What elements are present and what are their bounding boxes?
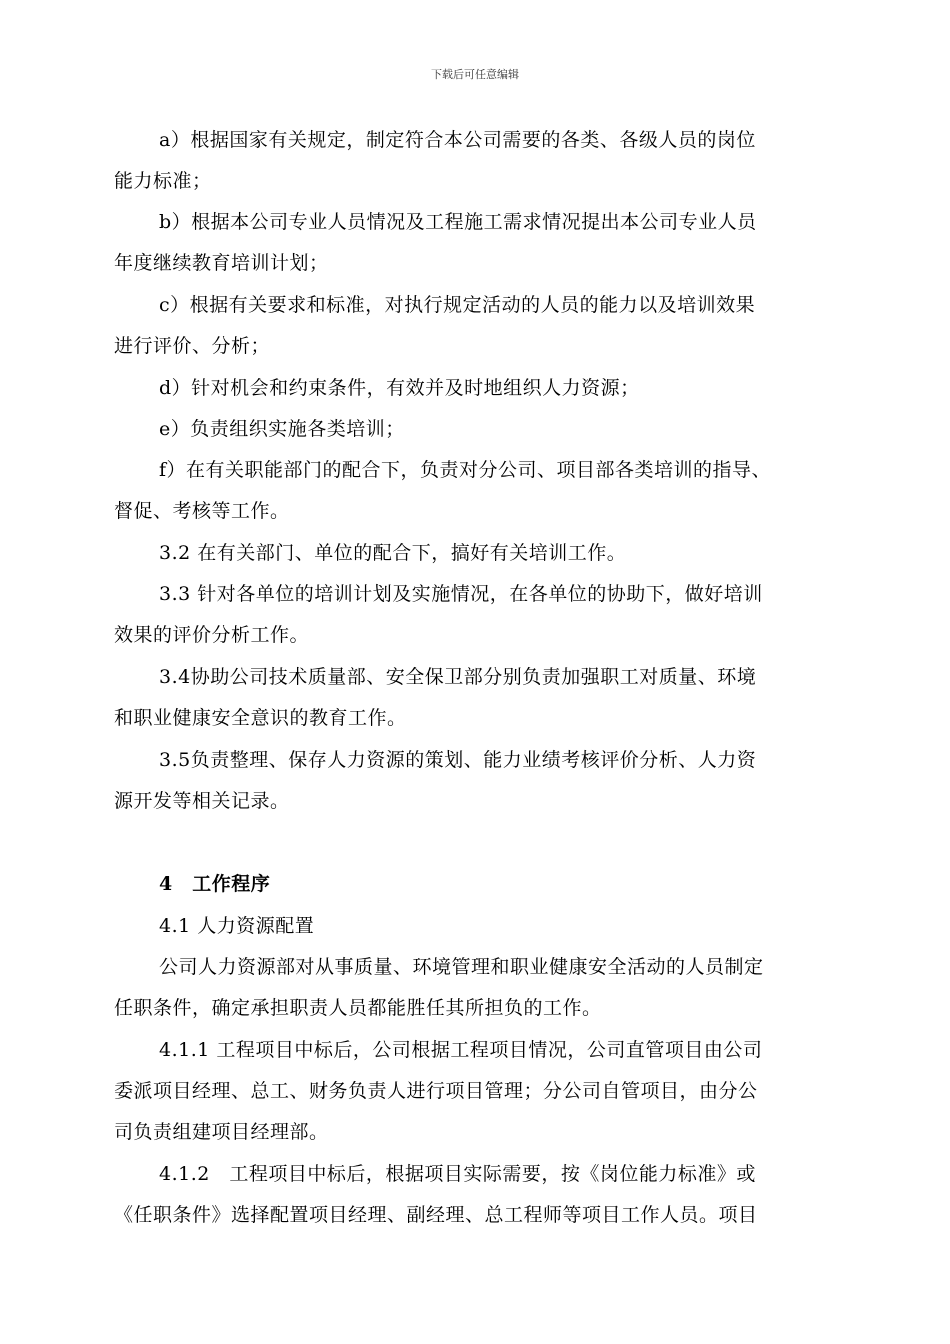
paragraph-line: b）根据本公司专业人员情况及工程施工需求情况提出本公司专业人员 — [159, 211, 757, 233]
paragraph-line: d）针对机会和约束条件，有效并及时地组织人力资源； — [159, 377, 640, 399]
paragraph-line: 进行评价、分析； — [114, 335, 271, 357]
paragraph-line: 《任职条件》选择配置项目经理、副经理、总工程师等项目工作人员。项目 — [114, 1204, 758, 1226]
paragraph-line: 3.5负责整理、保存人力资源的策划、能力业绩考核评价分析、人力资 — [159, 749, 757, 771]
paragraph-line: 督促、考核等工作。 — [114, 500, 290, 522]
paragraph-line: 3.2 在有关部门、单位的配合下，搞好有关培训工作。 — [159, 542, 627, 564]
paragraph-line: e）负责组织实施各类培训； — [159, 418, 405, 440]
subsection-heading: 4.1 人力资源配置 — [159, 915, 315, 937]
paragraph-line: 司负责组建项目经理部。 — [114, 1121, 329, 1143]
paragraph-line: 和职业健康安全意识的教育工作。 — [114, 707, 407, 729]
paragraph-line: 年度继续教育培训计划； — [114, 252, 329, 274]
paragraph-line: 委派项目经理、总工、财务负责人进行项目管理；分公司自管项目，由分公 — [114, 1080, 758, 1102]
paragraph-line: 3.3 针对各单位的培训计划及实施情况，在各单位的协助下，做好培训 — [159, 583, 763, 605]
paragraph-line: 4.1.1 工程项目中标后，公司根据工程项目情况，公司直管项目由公司 — [159, 1039, 763, 1061]
paragraph-line: a）根据国家有关规定，制定符合本公司需要的各类、各级人员的岗位 — [159, 129, 756, 151]
paragraph-line: 效果的评价分析工作。 — [114, 624, 310, 646]
paragraph-line: 能力标准； — [114, 170, 212, 192]
page-header: 下载后可任意编辑 — [431, 68, 519, 81]
paragraph-line: c）根据有关要求和标准，对执行规定活动的人员的能力以及培训效果 — [159, 294, 756, 316]
paragraph-line: 公司人力资源部对从事质量、环境管理和职业健康安全活动的人员制定 — [159, 956, 764, 978]
paragraph-line: 3.4协助公司技术质量部、安全保卫部分别负责加强职工对质量、环境 — [159, 666, 757, 688]
paragraph-line: 4.1.2 工程项目中标后，根据项目实际需要，按《岗位能力标准》或 — [159, 1163, 756, 1185]
paragraph-line: f）在有关职能部门的配合下，负责对分公司、项目部各类培训的指导、 — [159, 459, 772, 481]
paragraph-line: 任职条件，确定承担职责人员都能胜任其所担负的工作。 — [114, 997, 602, 1019]
section-heading: 4 工作程序 — [159, 873, 271, 895]
paragraph-line: 源开发等相关记录。 — [114, 790, 290, 812]
